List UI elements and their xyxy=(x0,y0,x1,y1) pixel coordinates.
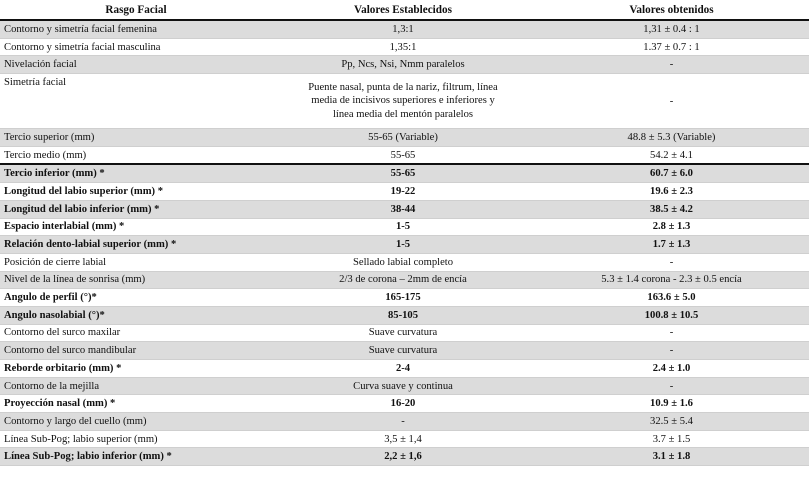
cell-obtenidos: 2.4 ± 1.0 xyxy=(534,360,809,378)
cell-obtenidos: 19.6 ± 2.3 xyxy=(534,183,809,201)
cell-establecidos: 55-65 xyxy=(272,164,534,182)
cell-establecidos: 1-5 xyxy=(272,236,534,254)
table-row xyxy=(0,360,809,378)
cell-rasgo: Proyección nasal (mm) * xyxy=(0,395,272,413)
cell-establecidos: - xyxy=(272,413,534,431)
cell-establecidos: 1,3:1 xyxy=(272,20,534,38)
cell-rasgo: Espacio interlabial (mm) * xyxy=(0,218,272,236)
cell-establecidos: 19-22 xyxy=(272,183,534,201)
header-valores-obtenidos: Valores obtenidos xyxy=(534,0,809,20)
table-row xyxy=(0,253,809,271)
cell-rasgo: Línea Sub-Pog; labio superior (mm) xyxy=(0,430,272,448)
cell-establecidos-line: media de incisivos superiores e inferiores y xyxy=(311,95,495,107)
cell-establecidos: 38-44 xyxy=(272,200,534,218)
cell-obtenidos: 10.9 ± 1.6 xyxy=(534,395,809,413)
cell-obtenidos: - xyxy=(534,342,809,360)
cell-rasgo: Reborde orbitario (mm) * xyxy=(0,360,272,378)
cell-establecidos: Curva suave y continua xyxy=(272,377,534,395)
cell-obtenidos: 32.5 ± 5.4 xyxy=(534,413,809,431)
cell-establecidos-line: Puente nasal, punta de la nariz, filtrum, línea xyxy=(308,82,498,94)
cell-rasgo: Simetría facial xyxy=(0,74,272,129)
table-row xyxy=(0,20,809,38)
table-header xyxy=(0,0,809,20)
cell-obtenidos: 5.3 ± 1.4 corona - 2.3 ± 0.5 encía xyxy=(534,271,809,289)
cell-obtenidos: 1,31 ± 0.4 : 1 xyxy=(534,20,809,38)
cell-rasgo: Contorno y simetría facial femenina xyxy=(0,20,272,38)
cell-obtenidos: 60.7 ± 6.0 xyxy=(534,164,809,182)
cell-obtenidos: 38.5 ± 4.2 xyxy=(534,200,809,218)
cell-rasgo: Contorno y simetría facial masculina xyxy=(0,38,272,56)
table-row xyxy=(0,129,809,147)
cell-establecidos xyxy=(272,74,534,129)
cell-rasgo: Contorno de la mejilla xyxy=(0,377,272,395)
header-row xyxy=(0,0,809,20)
cell-rasgo: Nivel de la línea de sonrisa (mm) xyxy=(0,271,272,289)
cell-rasgo: Angulo de perfil (°)* xyxy=(0,289,272,307)
table-row xyxy=(0,146,809,164)
cell-rasgo: Relación dento-labial superior (mm) * xyxy=(0,236,272,254)
cell-establecidos: 165-175 xyxy=(272,289,534,307)
table-row xyxy=(0,164,809,182)
cell-obtenidos: - xyxy=(534,324,809,342)
cell-obtenidos: 2.8 ± 1.3 xyxy=(534,218,809,236)
table-row xyxy=(0,306,809,324)
table-row xyxy=(0,289,809,307)
cell-obtenidos: 1.7 ± 1.3 xyxy=(534,236,809,254)
cell-obtenidos: - xyxy=(534,253,809,271)
cell-rasgo: Línea Sub-Pog; labio inferior (mm) * xyxy=(0,448,272,466)
table-row xyxy=(0,56,809,74)
cell-establecidos: 1,35:1 xyxy=(272,38,534,56)
table-row xyxy=(0,183,809,201)
cell-establecidos: 3,5 ± 1,4 xyxy=(272,430,534,448)
table-row xyxy=(0,74,809,129)
cell-obtenidos: 48.8 ± 5.3 (Variable) xyxy=(534,129,809,147)
cell-rasgo: Tercio inferior (mm) * xyxy=(0,164,272,182)
cell-obtenidos: 3.7 ± 1.5 xyxy=(534,430,809,448)
cell-establecidos: Sellado labial completo xyxy=(272,253,534,271)
cell-establecidos: 16-20 xyxy=(272,395,534,413)
cell-establecidos: Suave curvatura xyxy=(272,342,534,360)
table-row xyxy=(0,200,809,218)
table-row xyxy=(0,271,809,289)
cell-rasgo: Posición de cierre labial xyxy=(0,253,272,271)
table-row xyxy=(0,448,809,466)
cell-rasgo: Tercio superior (mm) xyxy=(0,129,272,147)
table-row xyxy=(0,395,809,413)
cell-obtenidos: - xyxy=(534,74,809,129)
cell-establecidos: 2-4 xyxy=(272,360,534,378)
cell-establecidos: 1-5 xyxy=(272,218,534,236)
cell-rasgo: Contorno del surco mandibular xyxy=(0,342,272,360)
table-row xyxy=(0,377,809,395)
cell-establecidos: 2/3 de corona – 2mm de encía xyxy=(272,271,534,289)
cell-rasgo: Longitud del labio superior (mm) * xyxy=(0,183,272,201)
header-rasgo-facial: Rasgo Facial xyxy=(0,0,272,20)
cell-obtenidos: 54.2 ± 4.1 xyxy=(534,146,809,164)
table-row xyxy=(0,38,809,56)
cell-rasgo: Nivelación facial xyxy=(0,56,272,74)
cell-establecidos-line: línea media del mentón paralelos xyxy=(332,108,474,120)
cell-rasgo: Contorno del surco maxilar xyxy=(0,324,272,342)
cell-establecidos: 55-65 (Variable) xyxy=(272,129,534,147)
table-row xyxy=(0,342,809,360)
cell-obtenidos: - xyxy=(534,56,809,74)
cell-obtenidos: 100.8 ± 10.5 xyxy=(534,306,809,324)
table-row xyxy=(0,236,809,254)
table-body xyxy=(0,20,809,466)
cell-rasgo: Longitud del labio inferior (mm) * xyxy=(0,200,272,218)
cell-obtenidos: 163.6 ± 5.0 xyxy=(534,289,809,307)
cell-establecidos: 85-105 xyxy=(272,306,534,324)
cell-obtenidos: 3.1 ± 1.8 xyxy=(534,448,809,466)
header-valores-establecidos: Valores Establecidos xyxy=(272,0,534,20)
table-row xyxy=(0,218,809,236)
table-row xyxy=(0,430,809,448)
cell-establecidos: Suave curvatura xyxy=(272,324,534,342)
cell-rasgo: Tercio medio (mm) xyxy=(0,146,272,164)
table-row xyxy=(0,413,809,431)
table-row xyxy=(0,324,809,342)
cell-rasgo: Angulo nasolabial (°)* xyxy=(0,306,272,324)
cell-establecidos: 2,2 ± 1,6 xyxy=(272,448,534,466)
cell-obtenidos: - xyxy=(534,377,809,395)
cell-establecidos: Pp, Ncs, Nsi, Nmm paralelos xyxy=(272,56,534,74)
cell-obtenidos: 1.37 ± 0.7 : 1 xyxy=(534,38,809,56)
cell-establecidos: 55-65 xyxy=(272,146,534,164)
cell-rasgo: Contorno y largo del cuello (mm) xyxy=(0,413,272,431)
